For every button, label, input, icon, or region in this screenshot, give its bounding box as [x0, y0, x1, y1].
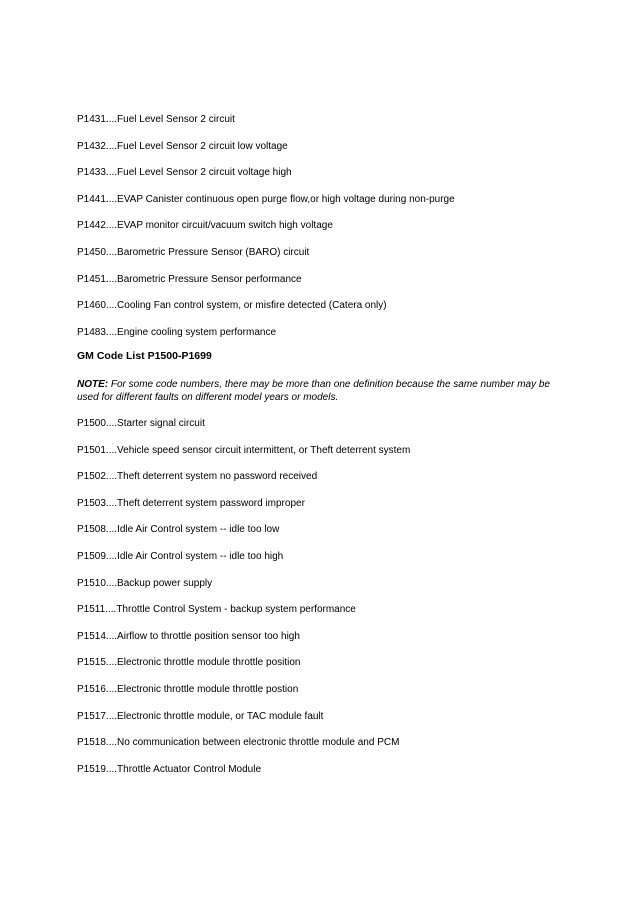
code-separator: ....: [105, 326, 118, 338]
code-description: Theft deterrent system password improper: [117, 497, 305, 509]
code-description: Throttle Actuator Control Module: [117, 763, 262, 775]
note-label: NOTE:: [77, 379, 109, 390]
code-description: Theft deterrent system no password received: [117, 471, 318, 483]
code-separator: ....: [105, 114, 118, 125]
code-number: P1442: [77, 220, 106, 232]
code-description: Fuel Level Sensor 2 circuit: [117, 114, 235, 125]
code-description: Electronic throttle module, or TAC module fault: [117, 710, 324, 722]
code-separator: ....: [105, 273, 118, 285]
code-description: Idle Air Control system -- idle too high: [117, 551, 284, 562]
code-number: P1516: [77, 684, 106, 695]
code-description: Electronic throttle module throttle position: [117, 657, 301, 669]
code-entry: [77, 524, 279, 536]
code-number: P1511: [77, 604, 106, 616]
code-entry: [77, 220, 333, 232]
code-separator: ....: [105, 684, 118, 695]
code-description: Cooling Fan control system, or misfire detected (Catera only): [117, 300, 387, 312]
code-number: P1510: [77, 577, 106, 589]
code-description: Idle Air Control system -- idle too low: [117, 524, 280, 536]
code-entry: [77, 498, 305, 510]
code-number: P1517: [77, 710, 106, 722]
code-description: Barometric Pressure Sensor (BARO) circuit: [117, 247, 310, 258]
code-number: P1502: [77, 471, 106, 483]
code-entry: [77, 578, 212, 590]
code-number: P1501: [77, 444, 106, 456]
code-separator: ....: [105, 737, 118, 749]
code-entry: [77, 247, 309, 259]
code-entry: [77, 604, 356, 616]
code-separator: ....: [105, 167, 118, 179]
code-number: P1483: [77, 326, 106, 338]
code-separator: ....: [105, 630, 118, 642]
code-separator: ....: [105, 471, 118, 483]
code-number: P1515: [77, 657, 106, 669]
code-description: EVAP monitor circuit/vacuum switch high voltage: [117, 220, 333, 232]
code-number: P1460: [77, 300, 106, 312]
code-separator: ....: [105, 418, 118, 429]
code-entry: [77, 684, 298, 696]
code-number: P1508: [77, 524, 106, 536]
code-description: Engine cooling system performance: [117, 326, 277, 338]
code-separator: ....: [105, 247, 118, 258]
code-entry: [77, 300, 387, 312]
code-entry: [77, 141, 288, 153]
code-number: P1509: [77, 551, 106, 562]
code-description: EVAP Canister continuous open purge flow,or high voltage during non-purge: [117, 193, 455, 205]
code-separator: ....: [105, 710, 118, 722]
code-entry: [77, 711, 323, 723]
code-entry: [77, 327, 276, 339]
code-entry: [77, 764, 261, 776]
code-description: Fuel Level Sensor 2 circuit low voltage: [117, 140, 288, 152]
code-number: P1519: [77, 763, 106, 775]
code-number: P1431: [77, 114, 106, 125]
code-entry: [77, 631, 300, 643]
code-entry: [77, 737, 399, 749]
code-number: P1518: [77, 737, 106, 749]
code-description: Backup power supply: [117, 577, 213, 589]
code-number: P1450: [77, 247, 106, 258]
code-number: P1503: [77, 497, 106, 509]
code-number: P1500: [77, 418, 106, 429]
code-entry: [77, 445, 410, 457]
code-entry: [77, 274, 302, 286]
code-number: P1514: [77, 630, 106, 642]
code-separator: ....: [105, 577, 118, 589]
code-description: Throttle Control System - backup system performance: [116, 604, 356, 616]
code-description: Vehicle speed sensor circuit intermittent, or Theft deterrent system: [117, 444, 411, 456]
code-description: No communication between electronic throttle module and PCM: [117, 737, 400, 749]
code-entry: [77, 167, 292, 179]
code-separator: ....: [105, 497, 118, 509]
code-separator: ....: [105, 551, 118, 562]
code-description: Fuel Level Sensor 2 circuit voltage high: [117, 167, 292, 179]
code-separator: ....: [105, 193, 118, 205]
code-description: Airflow to throttle position sensor too high: [117, 630, 300, 642]
code-separator: ....: [105, 140, 118, 152]
code-number: P1433: [77, 167, 106, 179]
section-heading: GM Code List P1500-P1699: [77, 350, 212, 362]
code-separator: ....: [105, 220, 118, 232]
code-separator: ....: [105, 657, 118, 669]
code-entry: [77, 114, 235, 126]
code-number: P1451: [77, 273, 106, 285]
code-entry: [77, 657, 300, 669]
code-description: Barometric Pressure Sensor performance: [117, 273, 302, 285]
code-separator: ....: [105, 524, 118, 536]
note-text: For some code numbers, there may be more than one definition because the same number may be used for different faults on different model years or models.: [77, 379, 551, 403]
note-paragraph: [77, 378, 567, 404]
code-description: Electronic throttle module throttle postion: [117, 684, 299, 695]
code-description: Starter signal circuit: [117, 418, 205, 429]
code-separator: ....: [105, 300, 118, 312]
code-separator: ....: [105, 763, 118, 775]
code-separator: ....: [105, 444, 118, 456]
code-entry: [77, 418, 205, 430]
code-number: P1432: [77, 140, 106, 152]
code-entry: [77, 551, 283, 563]
code-number: P1441: [77, 193, 106, 205]
code-separator: ....: [105, 604, 117, 616]
code-entry: [77, 194, 455, 206]
code-entry: [77, 471, 317, 483]
